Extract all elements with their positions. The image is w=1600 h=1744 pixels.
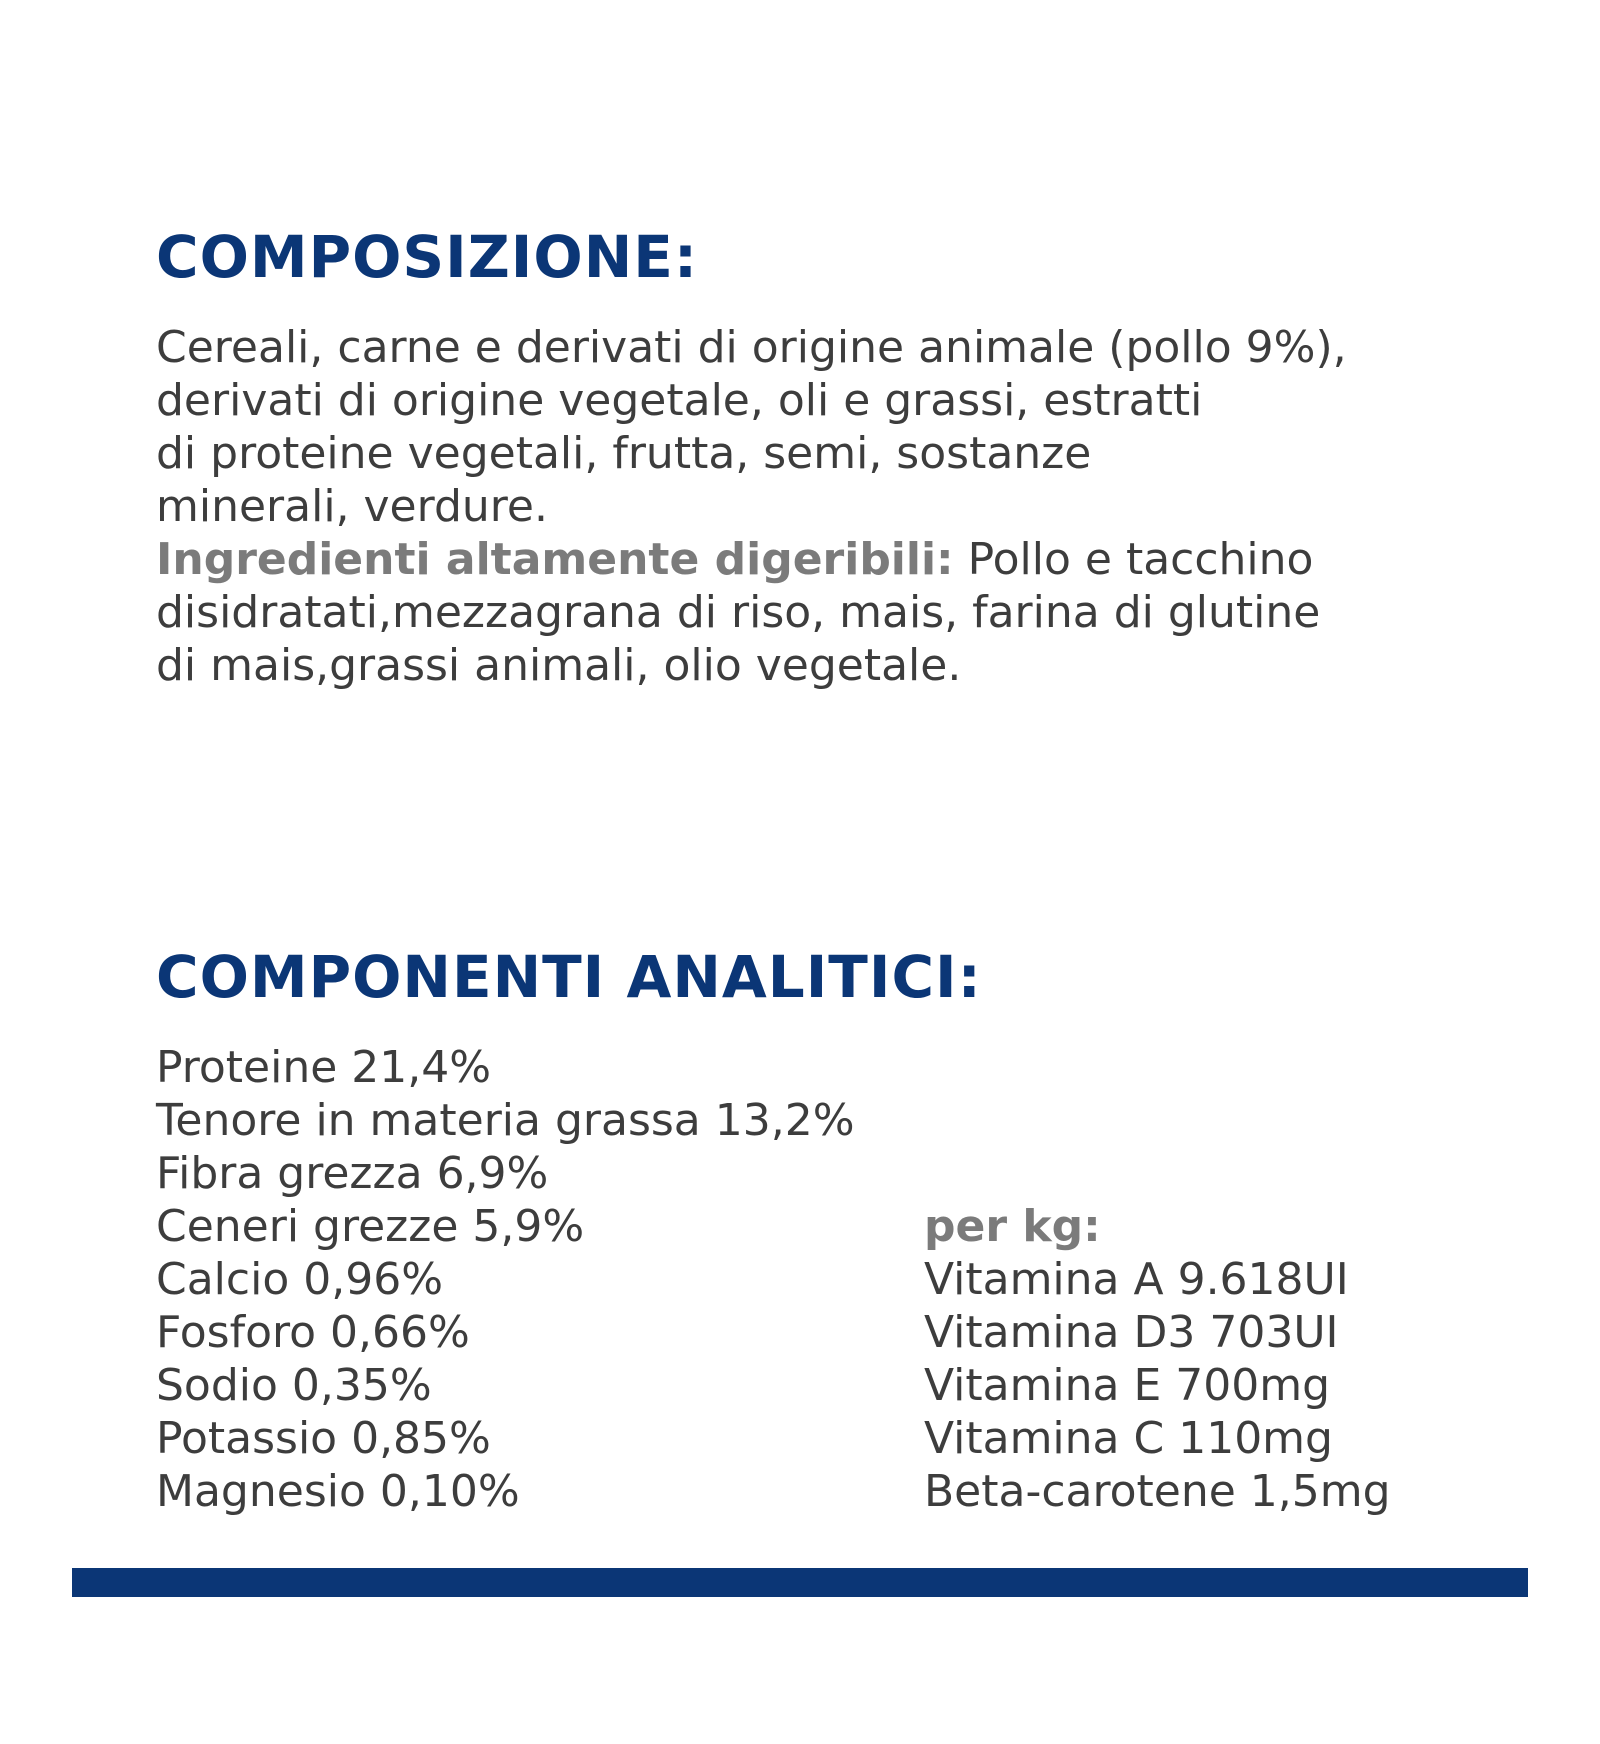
digestible-label: Ingredienti altamente digeribili: bbox=[156, 534, 954, 585]
per-kg-item: Vitamina C 110mg bbox=[924, 1413, 1333, 1464]
per-kg-item: Vitamina D3 703UI bbox=[924, 1307, 1339, 1358]
analytical-item: Potassio 0,85% bbox=[156, 1413, 491, 1464]
digestible-line: disidratati,mezzagrana di riso, mais, farina di glutine bbox=[156, 587, 1321, 638]
composition-line: di proteine vegetali, frutta, semi, sostanze bbox=[156, 428, 1092, 479]
digestible-line: di mais,grassi animali, olio vegetale. bbox=[156, 640, 962, 691]
digestible-line bbox=[156, 533, 1486, 586]
analytical-item: Proteine 21,4% bbox=[156, 1042, 492, 1093]
analytical-item: Calcio 0,96% bbox=[156, 1254, 444, 1305]
bottom-divider-bar bbox=[72, 1568, 1528, 1597]
composition-line: minerali, verdure. bbox=[156, 481, 548, 532]
analytical-item: Magnesio 0,10% bbox=[156, 1466, 520, 1517]
digestible-text: Pollo e tacchino bbox=[953, 534, 1314, 585]
composition-line: derivati di origine vegetale, oli e grassi, estratti bbox=[156, 375, 1203, 426]
composition-line: Cereali, carne e derivati di origine animale (pollo 9%), bbox=[156, 322, 1347, 373]
per-kg-item: Beta-carotene 1,5mg bbox=[924, 1466, 1391, 1517]
analytical-heading: COMPONENTI ANALITICI: bbox=[156, 943, 982, 1011]
analytical-item: Fosforo 0,66% bbox=[156, 1307, 470, 1358]
analytical-item: Fibra grezza 6,9% bbox=[156, 1148, 549, 1199]
analytical-item: Tenore in materia grassa 13,2% bbox=[156, 1095, 855, 1146]
analytical-item: Ceneri grezze 5,9% bbox=[156, 1201, 585, 1252]
composition-heading: COMPOSIZIONE: bbox=[156, 223, 699, 291]
per-kg-list bbox=[924, 1200, 1484, 1518]
per-kg-item: Vitamina E 700mg bbox=[924, 1360, 1331, 1411]
composition-text bbox=[156, 321, 1486, 692]
per-kg-item: Vitamina A 9.618UI bbox=[924, 1254, 1349, 1305]
analytical-item: Sodio 0,35% bbox=[156, 1360, 432, 1411]
per-kg-label: per kg: bbox=[924, 1201, 1101, 1252]
